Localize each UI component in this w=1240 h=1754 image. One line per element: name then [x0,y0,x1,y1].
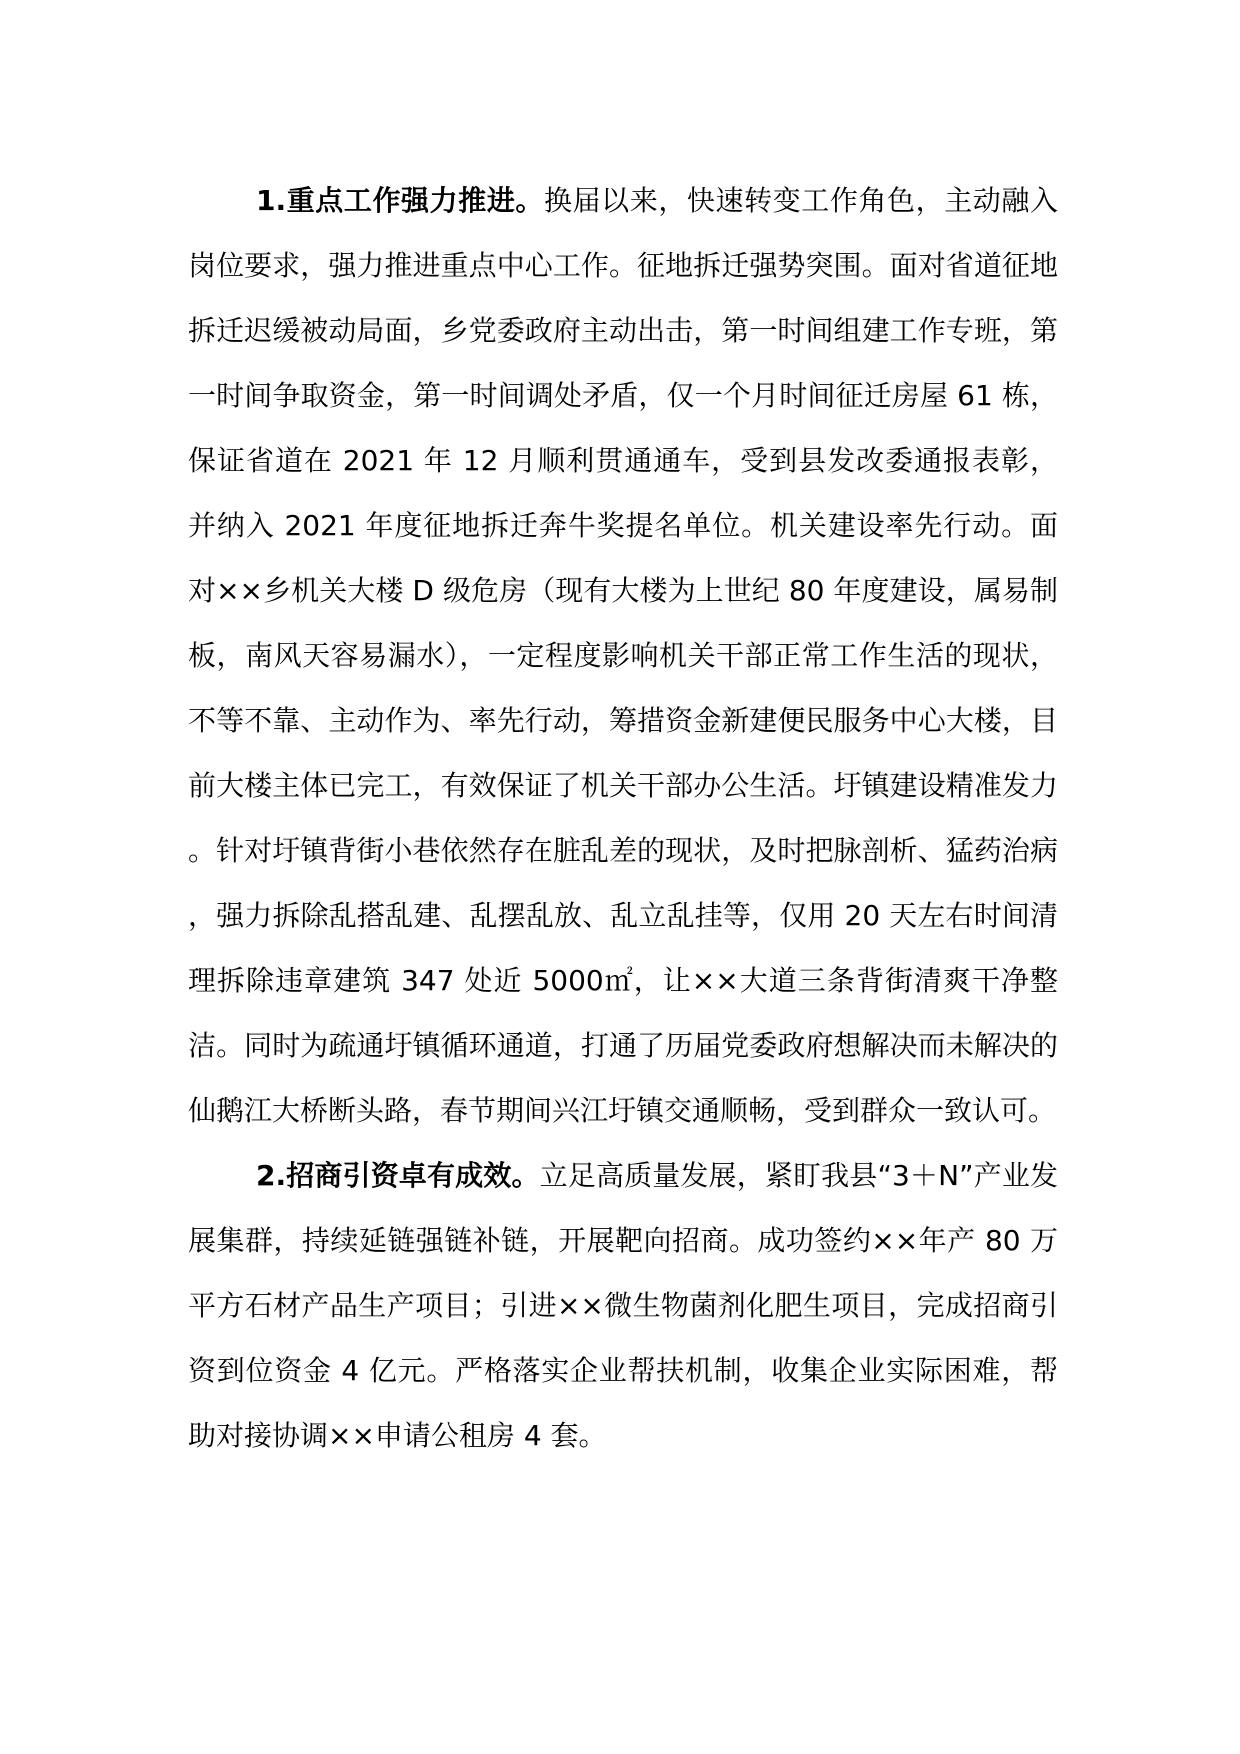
paragraph-text: 换届以来，快速转变工作角色，主动融入岗位要求，强力推进重点中心工作。征地拆迁强势突围。面对省道征地拆迁迟缓被动局面，乡党委政府主动出击，第一时间组建工作专班，第一时间争取资金，第一时间调处矛盾，仅一个月时间征迁房屋 61 栋，保证省道在 2021 年 12 月顺利贯通通车，受到县发改委通报表彰，并纳入 2021 年度征地拆迁奔牛奖提名单位。机关建设率先行动。面对××乡机关大楼 D 级危房（现有大楼为上世纪 80 年度建设，属易制板，南风天容易漏水），一定程度影响机关干部正常工作生活的现状，不等不靠、主动作为、率先行动，筹措资金新建便民服务中心大楼，目前大楼主体已完工，有效保证了机关干部办公生活。圩镇建设精准发力。针对圩镇背街小巷依然存在脏乱差的现状，及时把脉剖析、猛药治病，强力拆除乱搭乱建、乱摆乱放、乱立乱挂等，仅用 20 天左右时间清理拆除违章建筑 347 处近 5000㎡，让××大道三条背街清爽干净整洁。同时为疏通圩镇循环通道，打通了历届党委政府想解决而未解决的仙鹅江大桥断头路，春节期间兴江圩镇交通顺畅，受到群众一致认可。 [188,184,1058,1127]
paragraph-investment [188,1143,1058,1468]
paragraph-heading: 2.招商引资卓有成效。 [256,1159,540,1192]
paragraph-key-work [188,168,1058,1143]
paragraph-heading: 1.重点工作强力推进。 [256,184,544,217]
document-body [188,168,1058,1468]
paragraph-text: 立足高质量发展，紧盯我县“3＋N”产业发展集群，持续延链强链补链，开展靶向招商。成功签约××年产 80 万平方石材产品生产项目；引进××微生物菌剂化肥生项目，完成招商引资到位资金 4 亿元。严格落实企业帮扶机制，收集企业实际困难，帮助对接协调××申请公租房 4 套。 [188,1159,1058,1452]
